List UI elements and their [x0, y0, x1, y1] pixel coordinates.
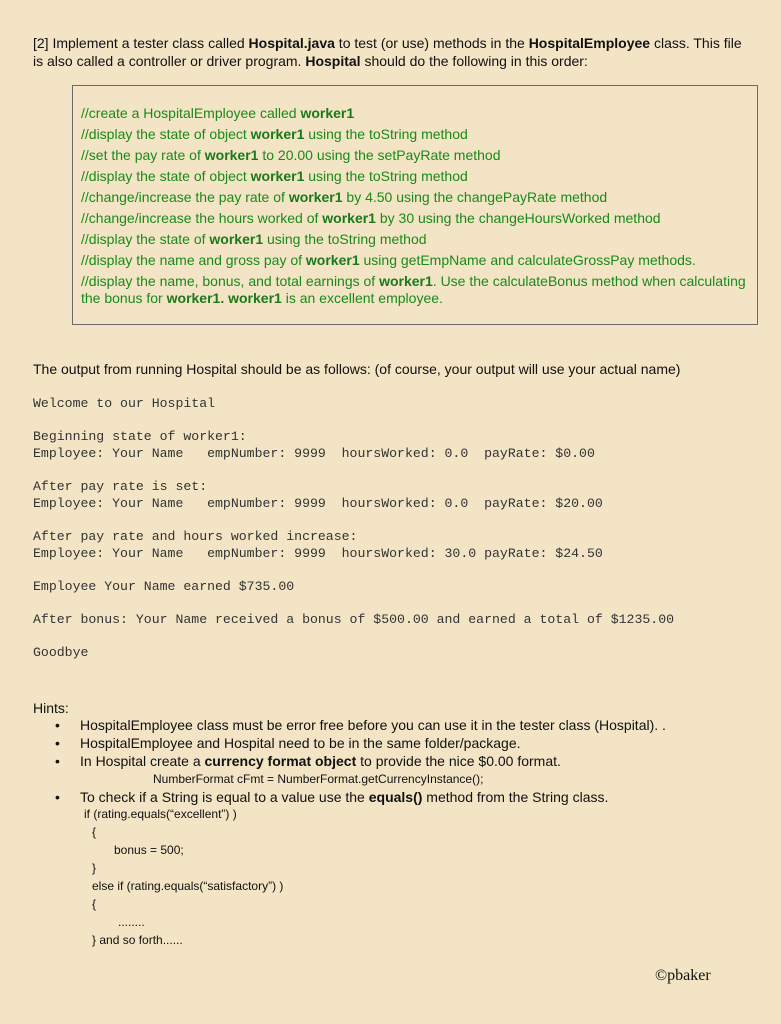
output-beginning-label: Beginning state of worker1: — [33, 429, 247, 444]
step-9: //display the name, bonus, and total earnings of worker1. Use the calculateBonus method when calculating the bonus for worker1. worker1 is an excellent employee. — [81, 273, 746, 306]
code-line-5: else if (rating.equals(“satisfactory”) ) — [92, 879, 284, 893]
bullet-3: • — [55, 753, 60, 769]
step-1: //create a HospitalEmployee called worker1 — [81, 105, 355, 121]
hint-2: HospitalEmployee and Hospital need to be in the same folder/package. — [80, 735, 521, 751]
output-welcome: Welcome to our Hospital — [33, 396, 216, 411]
bullet-4: • — [55, 789, 60, 805]
copyright: ©pbaker — [655, 967, 711, 984]
hint-3: In Hospital create a currency format object to provide the nice $0.00 format. — [80, 753, 561, 769]
step-6: //change/increase the hours worked of worker1 by 30 using the changeHoursWorked method — [81, 210, 661, 226]
code-line-8: } and so forth...... — [92, 933, 183, 947]
step-3: //set the pay rate of worker1 to 20.00 using the setPayRate method — [81, 147, 501, 163]
code-line-2: { — [92, 825, 97, 839]
output-beginning-line: Employee: Your Name empNumber: 9999 hoursWorked: 0.0 payRate: $0.00 — [33, 446, 595, 461]
code-line-4: } — [92, 861, 97, 875]
step-7: //display the state of worker1 using the toString method — [81, 231, 427, 247]
code-line-1: if (rating.equals(“excellent”) ) — [84, 807, 237, 821]
bullet-2: • — [55, 735, 60, 751]
output-after-both-label: After pay rate and hours worked increase: — [33, 529, 358, 544]
step-8: //display the name and gross pay of worker1 using getEmpName and calculateGrossPay methods. — [81, 252, 696, 268]
output-earned: Employee Your Name earned $735.00 — [33, 579, 295, 594]
step-2: //display the state of object worker1 using the toString method — [81, 126, 468, 142]
hint-3-code: NumberFormat cFmt = NumberFormat.getCurrencyInstance(); — [153, 772, 484, 786]
steps-box — [72, 85, 758, 325]
assignment-intro: [2] Implement a tester class called Hospital.java to test (or use) methods in the HospitalEmployee class. This file is also called a controller or driver program. Hospital should do the following in this order: — [33, 35, 742, 69]
code-line-7: ........ — [118, 915, 145, 929]
code-line-3: bonus = 500; — [114, 843, 184, 857]
output-goodbye: Goodbye — [33, 645, 89, 660]
output-bonus: After bonus: Your Name received a bonus of $500.00 and earned a total of $1235.00 — [33, 612, 675, 627]
hint-1: HospitalEmployee class must be error free before you can use it in the tester class (Hospital). . — [80, 717, 666, 733]
output-after-pay-label: After pay rate is set: — [33, 479, 208, 494]
output-after-both-line: Employee: Your Name empNumber: 9999 hoursWorked: 30.0 payRate: $24.50 — [33, 546, 603, 561]
bullet-1: • — [55, 717, 60, 733]
step-4: //display the state of object worker1 using the toString method — [81, 168, 468, 184]
hints-title: Hints: — [33, 700, 69, 716]
code-line-6: { — [92, 897, 97, 911]
output-after-pay-line: Employee: Your Name empNumber: 9999 hoursWorked: 0.0 payRate: $20.00 — [33, 496, 603, 511]
hint-4: To check if a String is equal to a value use the equals() method from the String class. — [80, 789, 609, 805]
step-5: //change/increase the pay rate of worker1 by 4.50 using the changePayRate method — [81, 189, 608, 205]
output-intro: The output from running Hospital should be as follows: (of course, your output will use your actual name) — [33, 361, 681, 377]
